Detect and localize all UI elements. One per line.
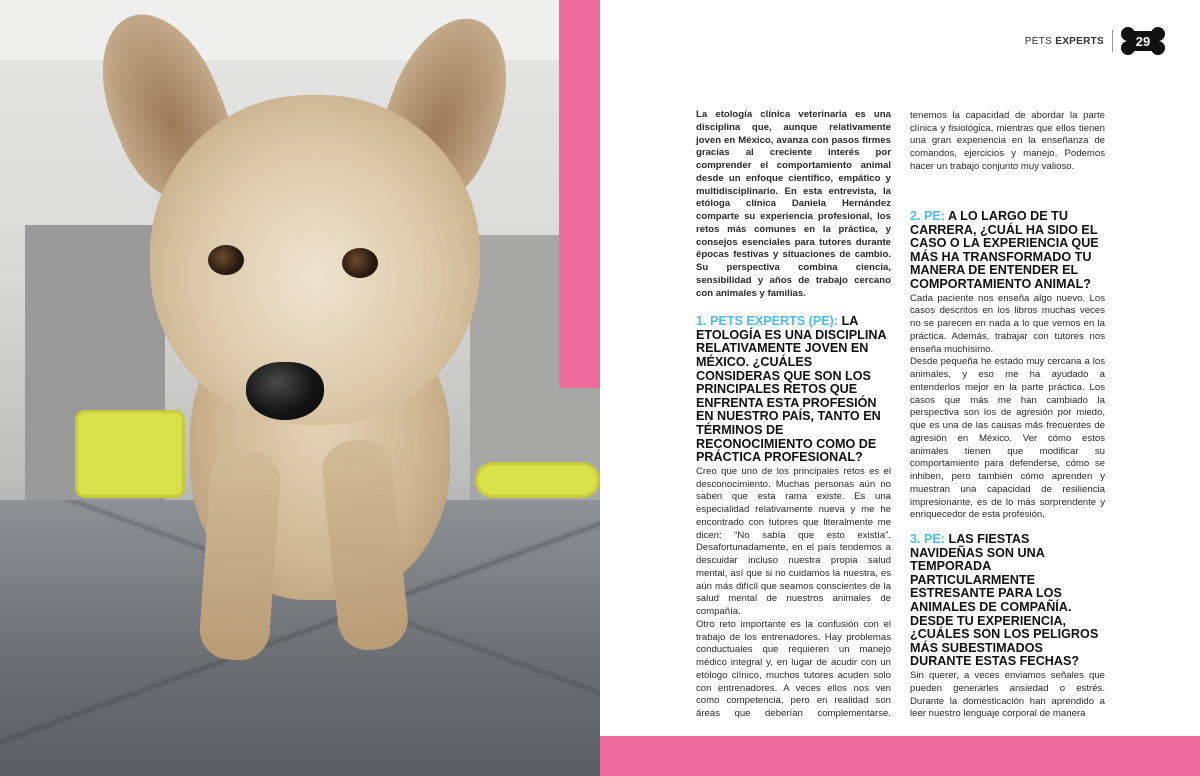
question-3-tag: 3. PE: bbox=[910, 532, 945, 547]
ceiling bbox=[0, 0, 600, 60]
question-1-text: LA ETOLOGÍA ES UNA DISCIPLINA RELATIVAMENTE JOVEN EN MÉXICO. ¿CUÁLES CONSIDERAS QUE SON LOS PRINCIPALES RETOS QUE ENFRENTA ESTA PROFESIÓN EN NUESTRO PAÍS, TANTO EN TÉRMINOS DE RECONOCIMIENTO COMO DE PRÁCTICA PROFESIONAL? bbox=[696, 314, 887, 465]
pink-footer-bar bbox=[600, 736, 1200, 776]
answer-1-continued bbox=[910, 109, 1105, 199]
question-1 bbox=[696, 315, 891, 465]
question-2-text: A LO LARGO DE TU CARRERA, ¿CUÁL HA SIDO EL CASO O LA EXPERIENCIA QUE MÁS HA TRANSFORMADO TU MANERA DE ENTENDER EL COMPORTAMIENTO ANIMAL? bbox=[910, 209, 1099, 291]
page-number: 29 bbox=[1135, 33, 1151, 49]
page-number-badge bbox=[1121, 26, 1165, 56]
answer-1-paragraph-1: Creo que uno de los principales retos es el desconocimiento. Muchas personas aún no saben que esta rama existe. Es una especialidad relativamente nueva y me he encontrado con tutores que literalmente me dicen: “No sabía que esto existía”. Desafortunadamente, en el país tendemos a descuidar incluso nuestra propia salud mental, así que si no cuidamos la nuestra, es aún más difícil que seamos conscientes de la salud mental de nuestros animales de compañía. bbox=[696, 465, 891, 618]
question-1-tag: 1. PETS EXPERTS (PE): bbox=[696, 314, 839, 329]
running-head-bold: EXPERTS bbox=[1055, 36, 1104, 47]
question-3-text: LAS FIESTAS NAVIDEÑAS SON UNA TEMPORADA PARTICULARMENTE ESTRESANTE PARA LOS ANIMALES DE COMPAÑÍA. DESDE TU EXPERIENCIA, ¿CUÁLES SON LOS PELIGROS MÁS SUBESTIMADOS DURANTE ESTAS FECHAS? bbox=[910, 532, 1099, 669]
article-intro: La etología clínica veterinaria es una disciplina que, aunque relativamente joven en México, avanza con pasos firmes gracias al creciente interés por comprender el comportamiento animal desde un enfoque científico, empático y multidisciplinario. En esta entrevista, la etóloga clínica Daniela Hernández comparte su experiencia profesional, los retos más comunes en la práctica, y consejos esenciales para tutores durante épocas festivas y situaciones de cambio. Su perspectiva combina ciencia, sensibilidad y años de trabajo cercano con animales y familias. bbox=[696, 109, 891, 299]
dog-nose bbox=[246, 362, 324, 420]
dog-eye-left bbox=[208, 245, 244, 275]
answer-1-continued-text: tenemos la capacidad de abordar la parte clínica y fisiológica, mientras que ellos tienen una gran experiencia en la enseñanza de comandos, ejercicios y manejo. Podemos hacer un trabajo conjunto muy valioso. bbox=[910, 109, 1105, 172]
question-3 bbox=[910, 533, 1105, 669]
answer-3-paragraph-1: Sin querer, a veces enviamos señales que pueden generarles ansiedad o estrés. Durante la domesticación han aprendido a leer nuestro lenguaje corporal de manera bbox=[910, 670, 1105, 720]
pink-accent-bar bbox=[559, 0, 600, 388]
answer-2-paragraph-2: Desde pequeña he estado muy cercana a los animales, y eso me ha ayudado a entenderlos mejor en la parte práctica. Los casos que más me han cambiado la perspectiva son los de agresión por miedo, que es una de las causas más frecuentes de agresión en México. Ver cómo estos animales tienen que modificar su comportamiento para defenderse, cómo se inhiben, pero también cómo aprenden y muestran una capacidad de resiliencia impresionante, es de lo más sorprendente y enriquecedor de esta profesión. bbox=[910, 356, 1105, 521]
yellow-toy-tunnel bbox=[475, 462, 600, 498]
yellow-toy-box bbox=[75, 410, 185, 498]
dog-leg-left bbox=[198, 448, 282, 662]
header-divider bbox=[1112, 30, 1113, 52]
article-column-2 bbox=[910, 109, 1105, 721]
answer-2-paragraph-1: Cada paciente nos enseña algo nuevo. Los casos descritos en los libros muchas veces no se parecen en nada a lo que vemos en la práctica. Además, trabajar con tutores nos enseña muchísimo. bbox=[910, 292, 1105, 355]
question-2-tag: 2. PE: bbox=[910, 209, 945, 223]
dog-eye-right bbox=[342, 248, 378, 278]
answer-1-paragraph-2: Otro reto importante es la confusión con el trabajo de los entrenadores. Hay problemas conductuales que requieren un manejo médico integral y, en lugar de acudir con un etólogo clínico, muchos tutores acuden solo con entrenadores. A veces ellos nos ven como competencia, pero en realidad son áreas que deberían complementarse. bbox=[696, 618, 891, 720]
article-column-1 bbox=[696, 109, 891, 722]
question-2 bbox=[910, 210, 1105, 292]
running-head-light: PETS bbox=[1024, 36, 1053, 47]
running-head bbox=[1025, 36, 1104, 47]
